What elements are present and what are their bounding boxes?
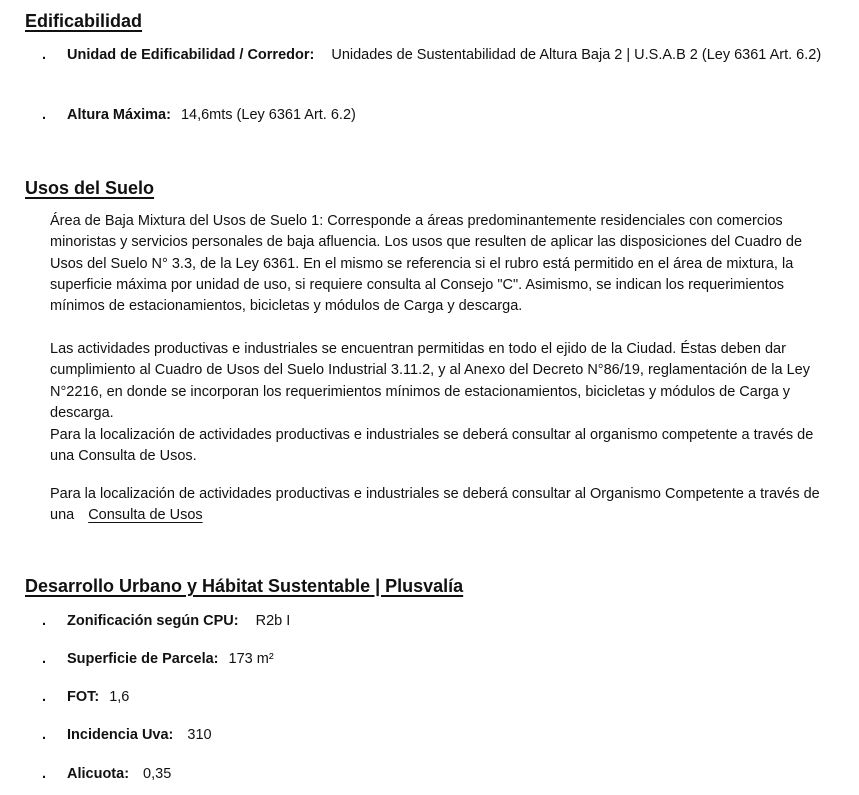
zonificacion-value: R2b I (255, 613, 291, 629)
bullet-icon: . (42, 613, 47, 629)
list-item-unidad-edificabilidad (42, 45, 832, 67)
superficie-parcela-label: Superficie de Parcela: (67, 651, 219, 667)
incidencia-uva-value: 310 (187, 727, 212, 743)
list-item-body (67, 687, 129, 709)
list-item-body (67, 45, 832, 67)
altura-maxima-label: Altura Máxima: (67, 107, 171, 123)
bullet-icon: . (42, 766, 47, 782)
zonificacion-label: Zonificación según CPU: (67, 613, 239, 629)
list-item-superficie-parcela (42, 649, 274, 671)
list-item-alicuota (42, 764, 171, 786)
list-item-body (67, 725, 212, 747)
altura-maxima-value: 14,6mts (Ley 6361 Art. 6.2) (180, 107, 356, 123)
incidencia-uva-label: Incidencia Uva: (67, 727, 174, 743)
unidad-edificabilidad-value: Unidades de Sustentabilidad de Altura Baja 2 | U.S.A.B 2 (Ley 6361 Art. 6.2) (331, 47, 822, 63)
alicuota-label: Alicuota: (67, 766, 130, 782)
fot-label: FOT: (67, 689, 100, 705)
unidad-edificabilidad-label: Unidad de Edificabilidad / Corredor: (67, 47, 315, 63)
superficie-parcela-value: 173 m² (228, 651, 274, 667)
list-item-body (67, 764, 171, 786)
bullet-icon: . (42, 107, 47, 123)
bullet-icon: . (42, 651, 47, 667)
bullet-icon: . (42, 727, 47, 743)
usos-suelo-paragraph-2a: Las actividades productivas e industriales se encuentran permitidas en todo el ejido de la Ciudad. Éstas deben dar cumplimiento al Cuadro de Usos del Suelo Industrial 3.11.2, y al Anexo del Decreto N°86/19, reglamentación de la Ley N°2216, en donde se incorporan los requerimientos mínimos de estacionamientos, bicicletas y módulos de Carga y descarga. (50, 341, 810, 421)
section-title-desarrollo-urbano: Desarrollo Urbano y Hábitat Sustentable | Plusvalía (25, 576, 464, 596)
usos-suelo-paragraph-3-text: Para la localización de actividades productivas e industriales se deberá consultar al Organismo Competente a través de una (50, 486, 820, 524)
list-item-body (67, 105, 356, 127)
bullet-icon: . (42, 47, 47, 63)
list-item-fot (42, 687, 129, 709)
usos-suelo-paragraph-2b: Para la localización de actividades productivas e industriales se deberá consultar al organismo competente a través de una Consulta de Usos. (50, 427, 814, 465)
alicuota-value: 0,35 (143, 766, 172, 782)
list-item-body (67, 649, 274, 671)
consulta-de-usos-link[interactable]: Consulta de Usos (88, 507, 203, 524)
usos-suelo-paragraph-3 (50, 484, 835, 527)
list-item-body (67, 611, 290, 633)
list-item-altura-maxima (42, 105, 356, 127)
fot-value: 1,6 (109, 689, 130, 705)
section-title-edificabilidad: Edificabilidad (25, 11, 143, 31)
list-item-zonificacion (42, 611, 290, 633)
bullet-icon: . (42, 689, 47, 705)
list-item-incidencia-uva (42, 725, 212, 747)
usos-suelo-paragraph-1: Área de Baja Mixtura del Usos de Suelo 1: Corresponde a áreas predominantemente residenciales con comercios minoristas y servicios personales de baja afluencia. Los usos que resulten de aplicar las disposiciones del Cuadro de Usos del Suelo N° 3.3, de la Ley 6361. En el mismo se referencia si el rubro está permitido en el área de mixtura, la superficie máxima por unidad de uso, si requiere consulta al Consejo "C". Asimismo, se indican los requerimientos mínimos de estacionamientos, bicicletas y módulos de Carga y descarga. (50, 213, 803, 315)
section-title-usos-suelo: Usos del Suelo (25, 178, 155, 198)
